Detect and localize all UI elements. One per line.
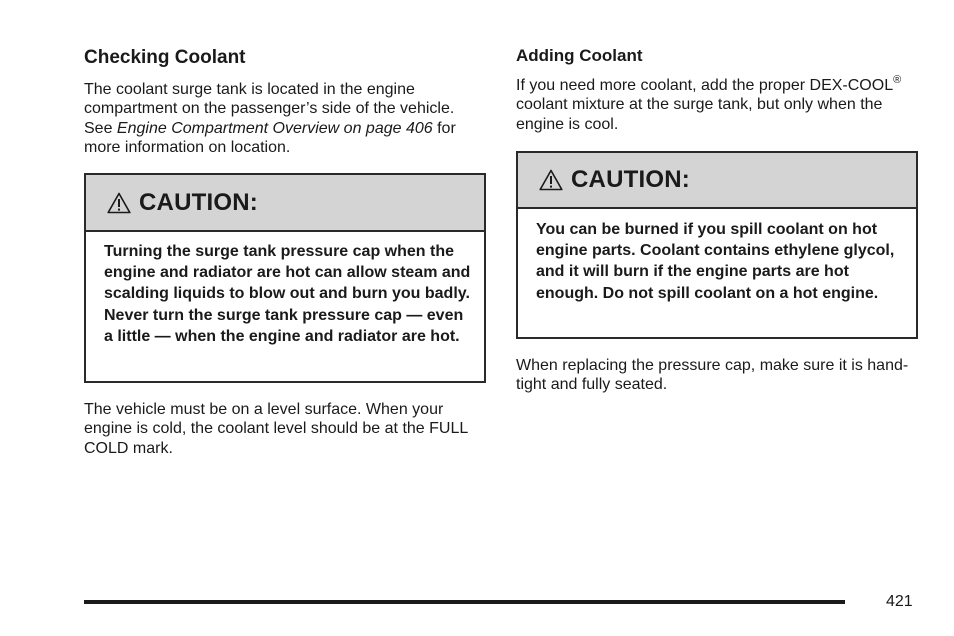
caution-title: CAUTION:: [139, 188, 258, 216]
caution-title: CAUTION:: [571, 166, 690, 193]
pressure-cap-paragraph: When replacing the pressure cap, make sure it is hand-tight and fully seated.: [516, 357, 909, 394]
caution-body: You can be burned if you spill coolant on hot engine parts. Coolant contains ethylene glycol, and it will burn if the engine parts are hot enough. Do not spill coolant on a hot engine.: [536, 221, 895, 302]
section-heading-adding-coolant: Adding Coolant: [516, 46, 643, 65]
caution-box-spill-coolant: [516, 151, 918, 339]
intro-text-after: for more information on location.: [84, 119, 456, 156]
section-heading-checking-coolant: Checking Coolant: [84, 47, 246, 68]
caution-body: Turning the surge tank pressure cap when the engine and radiator are hot can allow steam and scalding liquids to blow out and burn you badly. Never turn the surge tank pressure cap — even a little — when the engine and radiator are hot.: [104, 243, 471, 345]
cross-reference-link: Engine Compartment Overview on page 406: [116, 119, 433, 137]
level-surface-paragraph: The vehicle must be on a level surface. When your engine is cold, the coolant level should be at the FULL COLD mark.: [84, 401, 468, 457]
caution-header: [518, 153, 916, 209]
adding-coolant-intro: [516, 76, 918, 134]
caution-header: [86, 175, 484, 232]
caution-box-surge-tank: [84, 173, 486, 383]
warning-triangle-icon: [539, 169, 563, 191]
footer-rule: [84, 600, 845, 604]
page-number: 421: [886, 593, 913, 610]
intro-text-before: If you need more coolant, add the proper DEX-COOL: [516, 77, 894, 94]
intro-text-before: The coolant surge tank is located in the engine compartment on the passenger’s side of the vehicle. See: [84, 81, 455, 137]
intro-text-after: coolant mixture at the surge tank, but only when the engine is cool.: [516, 96, 883, 133]
warning-triangle-icon: [107, 192, 131, 214]
registered-mark: ®: [893, 74, 902, 86]
checking-coolant-intro: [84, 80, 474, 157]
